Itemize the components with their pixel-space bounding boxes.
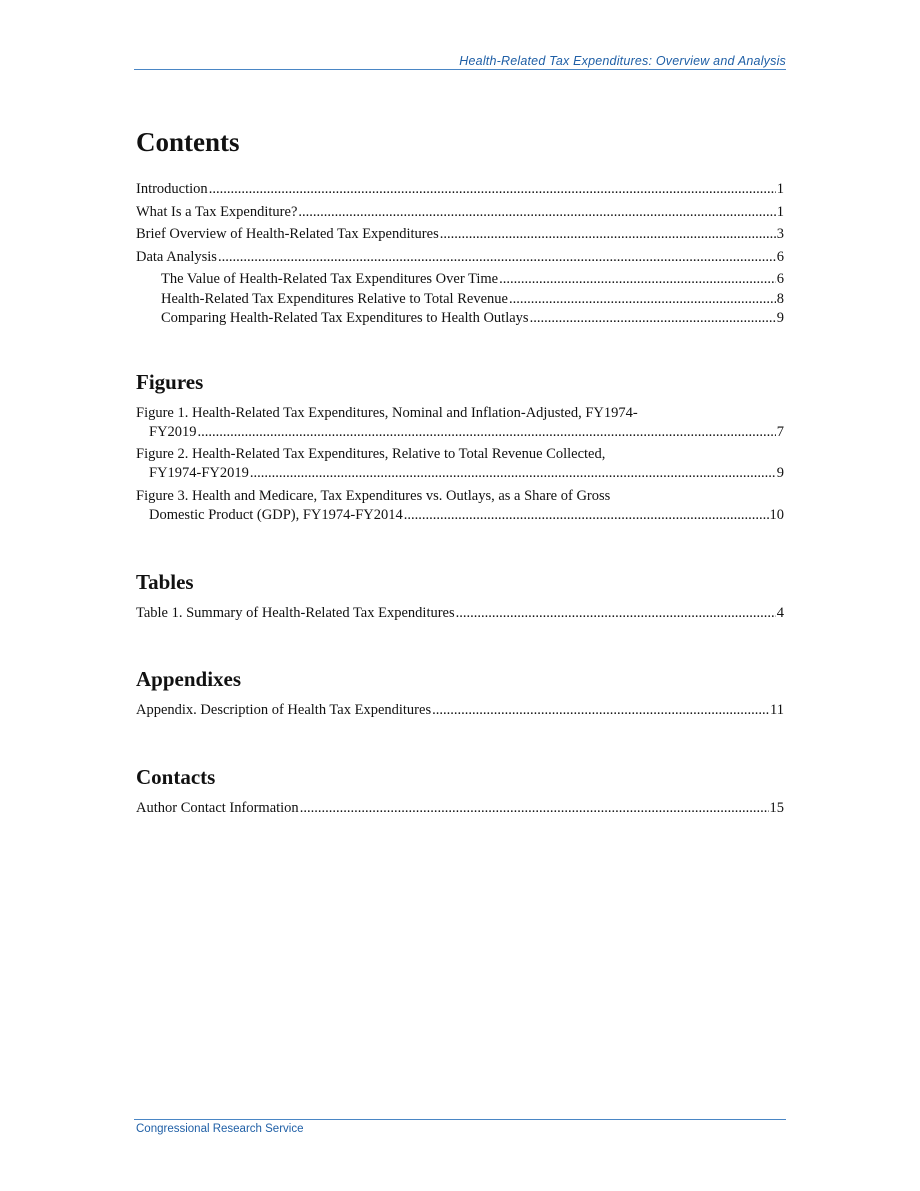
dot-leader bbox=[198, 423, 776, 442]
dot-leader bbox=[300, 799, 769, 818]
dot-leader bbox=[218, 248, 776, 267]
appendixes-heading: Appendixes bbox=[136, 667, 242, 692]
toc-entry-figure-3[interactable] bbox=[136, 487, 784, 525]
dot-leader bbox=[209, 180, 776, 199]
toc-entry-page: 3 bbox=[776, 226, 784, 243]
running-header: Health-Related Tax Expenditures: Overview and Analysis bbox=[459, 54, 786, 68]
toc-entry-title: Data Analysis bbox=[136, 248, 217, 265]
toc-entry-page: 15 bbox=[769, 799, 784, 816]
dot-leader bbox=[456, 604, 776, 623]
toc-entry-title: Brief Overview of Health-Related Tax Expenditures bbox=[136, 226, 439, 243]
dot-leader bbox=[432, 701, 769, 720]
toc-entry-page: 7 bbox=[776, 423, 784, 440]
toc-entry-comparing-outlays[interactable] bbox=[136, 309, 784, 328]
tables-heading: Tables bbox=[136, 569, 194, 594]
toc-entry-title: Introduction bbox=[136, 181, 208, 197]
toc-entry-title: Figure 2. Health-Related Tax Expenditures, Relative to Total Revenue Collected, bbox=[136, 446, 606, 463]
contents-heading: Contents bbox=[136, 127, 240, 157]
toc-entry-relative-to-revenue[interactable] bbox=[136, 290, 784, 309]
toc-entry-appendix[interactable] bbox=[136, 701, 784, 720]
toc-entry-page: 9 bbox=[776, 310, 784, 327]
toc-entry-what-is-tax-expenditure[interactable] bbox=[136, 203, 784, 222]
tables-section bbox=[136, 568, 784, 623]
toc-entry-title: Health-Related Tax Expenditures Relative to Total Revenue bbox=[161, 290, 508, 307]
toc-entry-title: Comparing Health-Related Tax Expenditures to Health Outlays bbox=[161, 310, 529, 327]
figures-section bbox=[136, 368, 784, 525]
toc-entry-data-analysis[interactable] bbox=[136, 248, 784, 267]
figures-heading: Figures bbox=[136, 369, 204, 394]
contacts-heading: Contacts bbox=[136, 764, 216, 789]
toc-entry-title-cont: FY1974-FY2019 bbox=[149, 465, 249, 482]
toc-entry-author-contact[interactable] bbox=[136, 799, 784, 818]
toc-entry-page: 10 bbox=[769, 507, 784, 524]
toc-entry-title: Appendix. Description of Health Tax Expenditures bbox=[136, 702, 432, 719]
toc-entry-page: 1 bbox=[776, 203, 784, 220]
toc-entry-title: Figure 1. Health-Related Tax Expenditures, Nominal and Inflation-Adjusted, FY1974- bbox=[136, 404, 638, 421]
toc-entry-value-over-time[interactable] bbox=[136, 270, 784, 289]
toc-entry-page: 4 bbox=[776, 604, 784, 621]
appendixes-section bbox=[136, 665, 784, 720]
toc-entry-page: 6 bbox=[776, 271, 784, 288]
toc-entry-page: 11 bbox=[770, 702, 784, 719]
table-of-contents bbox=[136, 124, 784, 821]
contents-section bbox=[136, 124, 784, 328]
toc-entry-page: 1 bbox=[776, 181, 784, 197]
contacts-section bbox=[136, 763, 784, 818]
toc-entry-title: Author Contact Information bbox=[136, 799, 299, 816]
dot-leader bbox=[440, 225, 776, 244]
dot-leader bbox=[509, 290, 776, 309]
toc-entry-title: Figure 3. Health and Medicare, Tax Expenditures vs. Outlays, as a Share of Gross bbox=[136, 488, 611, 505]
toc-entry-page: 9 bbox=[776, 465, 784, 482]
toc-entry-page: 6 bbox=[776, 248, 784, 265]
toc-entry-title-cont: FY2019 bbox=[149, 423, 197, 440]
header-rule bbox=[134, 69, 786, 70]
toc-entry-table-1[interactable] bbox=[136, 604, 784, 623]
toc-entry-title-cont: Domestic Product (GDP), FY1974-FY2014 bbox=[149, 507, 403, 524]
toc-entry-introduction[interactable] bbox=[136, 180, 784, 199]
footer-rule bbox=[134, 1119, 786, 1120]
toc-entry-figure-2[interactable] bbox=[136, 445, 784, 483]
dot-leader bbox=[404, 506, 769, 525]
toc-entry-figure-1[interactable] bbox=[136, 404, 784, 442]
toc-entry-page: 8 bbox=[776, 290, 784, 307]
dot-leader bbox=[499, 270, 776, 289]
toc-entry-title: Table 1. Summary of Health-Related Tax Expenditures bbox=[136, 604, 455, 621]
toc-entry-title: The Value of Health-Related Tax Expenditures Over Time bbox=[161, 271, 499, 288]
dot-leader bbox=[530, 309, 776, 328]
toc-entry-brief-overview[interactable] bbox=[136, 225, 784, 244]
dot-leader bbox=[298, 203, 775, 222]
toc-entry-title: What Is a Tax Expenditure? bbox=[136, 203, 298, 220]
running-footer: Congressional Research Service bbox=[136, 1123, 304, 1135]
dot-leader bbox=[250, 464, 776, 483]
